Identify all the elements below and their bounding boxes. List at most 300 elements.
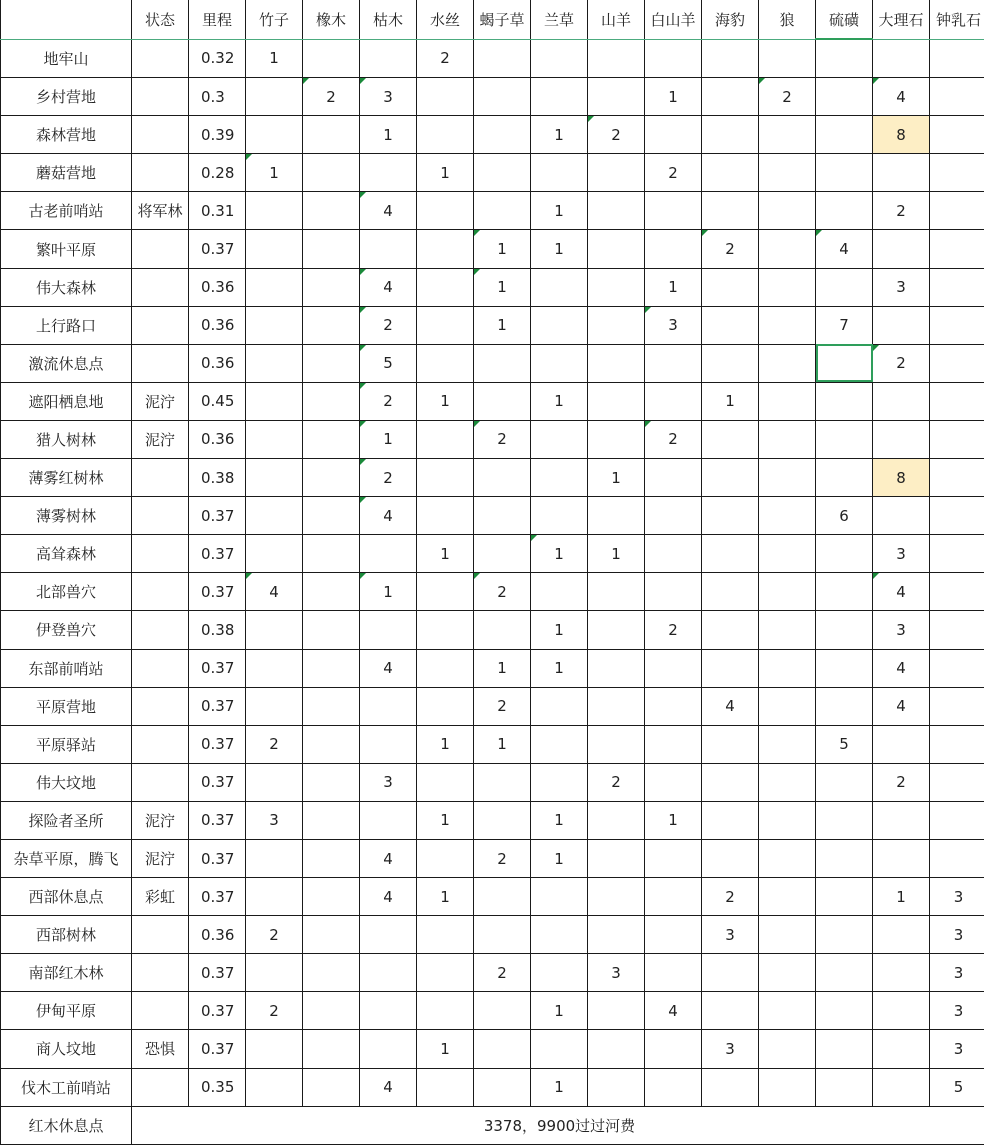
resource-count-cell[interactable] <box>588 116 645 154</box>
resource-count-cell[interactable] <box>645 535 702 573</box>
resource-count-cell[interactable] <box>474 649 531 687</box>
location-name-cell[interactable] <box>1 1068 132 1106</box>
location-name-cell[interactable] <box>1 611 132 649</box>
resource-count-cell[interactable] <box>873 725 930 763</box>
resource-count-cell[interactable] <box>930 497 984 535</box>
resource-count-cell[interactable] <box>816 420 873 458</box>
status-cell[interactable] <box>132 268 189 306</box>
column-header-cell[interactable]: 枯木 <box>360 0 417 39</box>
column-header-cell[interactable]: 海豹 <box>702 0 759 39</box>
resource-count-cell[interactable] <box>645 1030 702 1068</box>
location-name-cell[interactable] <box>1 1030 132 1068</box>
resource-count-cell[interactable] <box>816 687 873 725</box>
resource-count-cell[interactable] <box>930 192 984 230</box>
resource-count-cell[interactable] <box>303 39 360 78</box>
resource-count-cell[interactable] <box>930 992 984 1030</box>
resource-count-cell[interactable] <box>930 801 984 839</box>
resource-count-cell[interactable] <box>360 306 417 344</box>
resource-count-cell[interactable] <box>759 649 816 687</box>
resource-count-cell[interactable] <box>531 306 588 344</box>
resource-count-cell[interactable] <box>873 763 930 801</box>
resource-count-cell[interactable] <box>246 573 303 611</box>
resource-count-cell[interactable] <box>759 459 816 497</box>
resource-count-cell[interactable] <box>531 535 588 573</box>
resource-count-cell[interactable] <box>702 78 759 116</box>
resource-count-cell[interactable] <box>360 78 417 116</box>
status-cell[interactable] <box>132 725 189 763</box>
resource-count-cell[interactable] <box>360 573 417 611</box>
resource-count-cell[interactable] <box>246 78 303 116</box>
resource-count-cell[interactable] <box>360 801 417 839</box>
resource-count-cell[interactable] <box>759 839 816 877</box>
resource-count-cell[interactable] <box>702 839 759 877</box>
location-name-cell[interactable] <box>1 687 132 725</box>
resource-count-cell[interactable] <box>246 535 303 573</box>
resource-count-cell[interactable] <box>474 687 531 725</box>
resource-count-cell[interactable] <box>303 154 360 192</box>
location-name-cell[interactable] <box>1 573 132 611</box>
resource-count-cell[interactable] <box>588 459 645 497</box>
resource-count-cell[interactable] <box>474 992 531 1030</box>
location-name-cell[interactable] <box>1 839 132 877</box>
resource-count-cell[interactable] <box>873 497 930 535</box>
distance-cell[interactable] <box>189 230 246 268</box>
status-cell[interactable] <box>132 116 189 154</box>
resource-count-cell[interactable] <box>246 839 303 877</box>
resource-count-cell[interactable] <box>645 763 702 801</box>
resource-count-cell[interactable] <box>360 954 417 992</box>
resource-count-cell[interactable] <box>645 573 702 611</box>
resource-count-cell[interactable] <box>588 420 645 458</box>
location-name-cell[interactable] <box>1 725 132 763</box>
resource-count-cell[interactable] <box>474 192 531 230</box>
resource-count-cell[interactable] <box>930 39 984 78</box>
resource-count-cell[interactable] <box>816 992 873 1030</box>
resource-count-cell[interactable] <box>417 878 474 916</box>
resource-count-cell[interactable] <box>816 839 873 877</box>
resource-count-cell[interactable] <box>702 954 759 992</box>
resource-count-cell[interactable] <box>645 839 702 877</box>
resource-count-cell[interactable] <box>759 611 816 649</box>
resource-count-cell[interactable] <box>930 420 984 458</box>
resource-count-cell[interactable] <box>816 344 873 382</box>
resource-count-cell[interactable] <box>417 497 474 535</box>
location-name-cell[interactable] <box>1 954 132 992</box>
resource-count-cell[interactable] <box>360 154 417 192</box>
column-header-cell[interactable]: 水丝 <box>417 0 474 39</box>
resource-count-cell[interactable] <box>702 573 759 611</box>
resource-count-cell[interactable] <box>759 192 816 230</box>
resource-count-cell[interactable] <box>531 420 588 458</box>
resource-count-cell[interactable] <box>816 611 873 649</box>
resource-count-cell[interactable] <box>360 1068 417 1106</box>
resource-count-cell[interactable] <box>360 916 417 954</box>
resource-count-cell[interactable] <box>531 116 588 154</box>
resource-count-cell[interactable] <box>873 878 930 916</box>
column-header-cell[interactable]: 兰草 <box>531 0 588 39</box>
resource-count-cell[interactable] <box>531 725 588 763</box>
resource-count-cell[interactable] <box>645 78 702 116</box>
distance-cell[interactable] <box>189 954 246 992</box>
resource-count-cell[interactable] <box>702 268 759 306</box>
status-cell[interactable] <box>132 459 189 497</box>
resource-count-cell[interactable] <box>246 725 303 763</box>
resource-count-cell[interactable] <box>702 687 759 725</box>
distance-cell[interactable] <box>189 154 246 192</box>
resource-count-cell[interactable] <box>417 725 474 763</box>
resource-count-cell[interactable] <box>759 382 816 420</box>
resource-count-cell[interactable] <box>702 39 759 78</box>
resource-count-cell[interactable] <box>531 992 588 1030</box>
distance-cell[interactable] <box>189 763 246 801</box>
resource-count-cell[interactable] <box>588 801 645 839</box>
resource-count-cell[interactable] <box>702 916 759 954</box>
resource-count-cell[interactable] <box>759 878 816 916</box>
resource-count-cell[interactable] <box>417 573 474 611</box>
resource-count-cell[interactable] <box>759 306 816 344</box>
location-name-cell[interactable] <box>1 78 132 116</box>
resource-count-cell[interactable] <box>303 420 360 458</box>
resource-count-cell[interactable] <box>930 649 984 687</box>
resource-count-cell[interactable] <box>531 916 588 954</box>
resource-count-cell[interactable] <box>759 573 816 611</box>
resource-count-cell[interactable] <box>246 497 303 535</box>
status-cell[interactable] <box>132 230 189 268</box>
resource-count-cell[interactable] <box>873 992 930 1030</box>
distance-cell[interactable] <box>189 649 246 687</box>
status-cell[interactable] <box>132 573 189 611</box>
resource-count-cell[interactable] <box>816 916 873 954</box>
resource-count-cell[interactable] <box>930 230 984 268</box>
resource-count-cell[interactable] <box>360 687 417 725</box>
resource-count-cell[interactable] <box>588 344 645 382</box>
resource-count-cell[interactable] <box>816 78 873 116</box>
resource-count-cell[interactable] <box>930 535 984 573</box>
location-name-cell[interactable] <box>1 878 132 916</box>
resource-count-cell[interactable] <box>531 382 588 420</box>
resource-count-cell[interactable] <box>645 954 702 992</box>
resource-count-cell[interactable] <box>588 39 645 78</box>
resource-count-cell[interactable] <box>930 78 984 116</box>
resource-count-cell[interactable] <box>474 801 531 839</box>
resource-count-cell[interactable] <box>873 420 930 458</box>
column-header-cell[interactable]: 白山羊 <box>645 0 702 39</box>
resource-count-cell[interactable] <box>930 1068 984 1106</box>
location-name-cell[interactable] <box>1 763 132 801</box>
resource-count-cell[interactable] <box>645 344 702 382</box>
status-cell[interactable] <box>132 878 189 916</box>
resource-count-cell[interactable] <box>816 801 873 839</box>
column-header-cell[interactable]: 硫磺 <box>816 0 873 39</box>
distance-cell[interactable] <box>189 687 246 725</box>
resource-count-cell[interactable] <box>360 116 417 154</box>
resource-count-cell[interactable] <box>873 839 930 877</box>
location-name-cell[interactable] <box>1 344 132 382</box>
resource-count-cell[interactable] <box>303 992 360 1030</box>
resource-count-cell[interactable] <box>417 78 474 116</box>
resource-count-cell[interactable] <box>702 801 759 839</box>
resource-count-cell[interactable] <box>246 1068 303 1106</box>
resource-count-cell[interactable] <box>303 459 360 497</box>
resource-count-cell[interactable] <box>702 116 759 154</box>
resource-count-cell[interactable] <box>360 459 417 497</box>
resource-count-cell[interactable] <box>930 154 984 192</box>
resource-count-cell[interactable] <box>645 230 702 268</box>
resource-count-cell[interactable] <box>702 878 759 916</box>
resource-count-cell[interactable] <box>702 420 759 458</box>
resource-count-cell[interactable] <box>702 992 759 1030</box>
resource-count-cell[interactable] <box>816 154 873 192</box>
status-cell[interactable] <box>132 839 189 877</box>
resource-count-cell[interactable] <box>930 1030 984 1068</box>
resource-count-cell[interactable] <box>531 611 588 649</box>
location-name-cell[interactable] <box>1 230 132 268</box>
resource-count-cell[interactable] <box>873 382 930 420</box>
distance-cell[interactable] <box>189 268 246 306</box>
status-cell[interactable] <box>132 154 189 192</box>
resource-count-cell[interactable] <box>360 344 417 382</box>
resource-count-cell[interactable] <box>816 497 873 535</box>
resource-count-cell[interactable] <box>702 763 759 801</box>
location-name-cell[interactable] <box>1 306 132 344</box>
resource-count-cell[interactable] <box>303 687 360 725</box>
location-name-cell[interactable] <box>1 497 132 535</box>
resource-count-cell[interactable] <box>417 459 474 497</box>
resource-count-cell[interactable] <box>702 192 759 230</box>
resource-count-cell[interactable] <box>816 1068 873 1106</box>
resource-count-cell[interactable] <box>417 1068 474 1106</box>
resource-count-cell[interactable] <box>702 535 759 573</box>
resource-count-cell[interactable] <box>303 725 360 763</box>
resource-count-cell[interactable] <box>873 573 930 611</box>
status-cell[interactable] <box>132 78 189 116</box>
distance-cell[interactable] <box>189 611 246 649</box>
resource-count-cell[interactable] <box>645 878 702 916</box>
resource-count-cell[interactable] <box>588 268 645 306</box>
resource-count-cell[interactable] <box>873 535 930 573</box>
resource-count-cell[interactable] <box>816 573 873 611</box>
resource-count-cell[interactable] <box>588 687 645 725</box>
distance-cell[interactable] <box>189 1030 246 1068</box>
resource-count-cell[interactable] <box>474 459 531 497</box>
resource-count-cell[interactable] <box>531 687 588 725</box>
resource-count-cell[interactable] <box>873 801 930 839</box>
resource-count-cell[interactable] <box>360 839 417 877</box>
resource-count-cell[interactable] <box>588 192 645 230</box>
resource-count-cell[interactable] <box>474 611 531 649</box>
resource-count-cell[interactable] <box>873 268 930 306</box>
resource-count-cell[interactable] <box>816 192 873 230</box>
resource-count-cell[interactable] <box>360 763 417 801</box>
resource-count-cell[interactable] <box>246 687 303 725</box>
column-header-cell[interactable]: 狼 <box>759 0 816 39</box>
resource-count-cell[interactable] <box>816 763 873 801</box>
resource-count-cell[interactable] <box>303 344 360 382</box>
resource-count-cell[interactable] <box>303 611 360 649</box>
resource-count-cell[interactable] <box>531 78 588 116</box>
resource-count-cell[interactable] <box>930 382 984 420</box>
resource-count-cell[interactable] <box>759 763 816 801</box>
location-name-cell[interactable] <box>1 116 132 154</box>
resource-count-cell[interactable] <box>246 916 303 954</box>
resource-count-cell[interactable] <box>303 573 360 611</box>
resource-count-cell[interactable] <box>645 649 702 687</box>
column-header-cell[interactable]: 状态 <box>132 0 189 39</box>
resource-count-cell[interactable] <box>816 878 873 916</box>
resource-count-cell[interactable] <box>474 916 531 954</box>
resource-count-cell[interactable] <box>303 916 360 954</box>
resource-count-cell[interactable] <box>930 725 984 763</box>
resource-count-cell[interactable] <box>474 154 531 192</box>
resource-count-cell[interactable] <box>246 954 303 992</box>
status-cell[interactable] <box>132 497 189 535</box>
resource-count-cell[interactable] <box>873 306 930 344</box>
distance-cell[interactable] <box>189 459 246 497</box>
resource-count-cell[interactable] <box>873 344 930 382</box>
resource-count-cell[interactable] <box>417 992 474 1030</box>
resource-count-cell[interactable] <box>702 344 759 382</box>
resource-count-cell[interactable] <box>474 420 531 458</box>
resource-count-cell[interactable] <box>930 878 984 916</box>
distance-cell[interactable] <box>189 1068 246 1106</box>
merged-note-cell[interactable]: 3378，9900过过河费 <box>132 1106 984 1144</box>
resource-count-cell[interactable] <box>474 878 531 916</box>
resource-count-cell[interactable] <box>360 192 417 230</box>
resource-count-cell[interactable] <box>531 497 588 535</box>
resource-count-cell[interactable] <box>246 192 303 230</box>
resource-count-cell[interactable] <box>930 306 984 344</box>
resource-count-cell[interactable] <box>645 382 702 420</box>
resource-count-cell[interactable] <box>531 954 588 992</box>
resource-count-cell[interactable] <box>645 916 702 954</box>
resource-count-cell[interactable] <box>645 725 702 763</box>
status-cell[interactable] <box>132 916 189 954</box>
resource-count-cell[interactable] <box>303 535 360 573</box>
resource-count-cell[interactable] <box>588 154 645 192</box>
resource-count-cell[interactable] <box>531 459 588 497</box>
resource-count-cell[interactable] <box>474 116 531 154</box>
resource-count-cell[interactable] <box>816 459 873 497</box>
resource-count-cell[interactable] <box>645 497 702 535</box>
distance-cell[interactable] <box>189 839 246 877</box>
resource-count-cell[interactable] <box>531 763 588 801</box>
resource-count-cell[interactable] <box>588 535 645 573</box>
resource-count-cell[interactable] <box>246 611 303 649</box>
resource-count-cell[interactable] <box>531 573 588 611</box>
resource-count-cell[interactable] <box>702 382 759 420</box>
resource-count-cell[interactable] <box>531 192 588 230</box>
status-cell[interactable] <box>132 420 189 458</box>
resource-count-cell[interactable] <box>417 382 474 420</box>
resource-count-cell[interactable] <box>303 230 360 268</box>
distance-cell[interactable] <box>189 382 246 420</box>
resource-count-cell[interactable] <box>417 230 474 268</box>
status-cell[interactable] <box>132 306 189 344</box>
resource-count-cell[interactable] <box>930 344 984 382</box>
distance-cell[interactable] <box>189 497 246 535</box>
resource-count-cell[interactable] <box>531 839 588 877</box>
location-name-cell[interactable] <box>1 382 132 420</box>
resource-count-cell[interactable] <box>873 459 930 497</box>
location-name-cell[interactable] <box>1 268 132 306</box>
resource-count-cell[interactable] <box>930 268 984 306</box>
resource-count-cell[interactable] <box>816 268 873 306</box>
resource-count-cell[interactable] <box>531 801 588 839</box>
resource-count-cell[interactable] <box>759 1068 816 1106</box>
column-header-cell[interactable]: 大理石 <box>873 0 930 39</box>
resource-count-cell[interactable] <box>702 611 759 649</box>
resource-count-cell[interactable] <box>360 878 417 916</box>
distance-cell[interactable] <box>189 192 246 230</box>
resource-count-cell[interactable] <box>417 420 474 458</box>
status-cell[interactable] <box>132 39 189 78</box>
distance-cell[interactable] <box>189 39 246 78</box>
resource-count-cell[interactable] <box>246 344 303 382</box>
resource-count-cell[interactable] <box>588 763 645 801</box>
resource-count-cell[interactable] <box>531 649 588 687</box>
resource-count-cell[interactable] <box>645 306 702 344</box>
resource-count-cell[interactable] <box>588 839 645 877</box>
status-cell[interactable] <box>132 344 189 382</box>
resource-count-cell[interactable] <box>873 230 930 268</box>
resource-count-cell[interactable] <box>531 154 588 192</box>
resource-count-cell[interactable] <box>930 459 984 497</box>
resource-count-cell[interactable] <box>759 535 816 573</box>
resource-count-cell[interactable] <box>417 306 474 344</box>
resource-count-cell[interactable] <box>474 344 531 382</box>
distance-cell[interactable] <box>189 725 246 763</box>
resource-count-cell[interactable] <box>702 306 759 344</box>
distance-cell[interactable] <box>189 116 246 154</box>
resource-count-cell[interactable] <box>759 687 816 725</box>
resource-count-cell[interactable] <box>474 306 531 344</box>
resource-count-cell[interactable] <box>360 268 417 306</box>
resource-count-cell[interactable] <box>645 192 702 230</box>
resource-count-cell[interactable] <box>531 878 588 916</box>
resource-count-cell[interactable] <box>588 1030 645 1068</box>
resource-count-cell[interactable] <box>417 154 474 192</box>
resource-count-cell[interactable] <box>759 801 816 839</box>
resource-count-cell[interactable] <box>360 611 417 649</box>
resource-count-cell[interactable] <box>588 954 645 992</box>
resource-count-cell[interactable] <box>759 1030 816 1068</box>
distance-cell[interactable] <box>189 306 246 344</box>
distance-cell[interactable] <box>189 535 246 573</box>
location-name-cell[interactable] <box>1 649 132 687</box>
resource-count-cell[interactable] <box>816 954 873 992</box>
resource-count-cell[interactable] <box>417 1030 474 1068</box>
resource-count-cell[interactable] <box>474 268 531 306</box>
resource-count-cell[interactable] <box>930 687 984 725</box>
resource-count-cell[interactable] <box>702 649 759 687</box>
resource-count-cell[interactable] <box>645 420 702 458</box>
resource-count-cell[interactable] <box>246 763 303 801</box>
resource-count-cell[interactable] <box>816 230 873 268</box>
location-name-cell[interactable]: 红木休息点 <box>1 1106 132 1144</box>
resource-count-cell[interactable] <box>759 497 816 535</box>
resource-count-cell[interactable] <box>759 154 816 192</box>
location-name-cell[interactable] <box>1 192 132 230</box>
resource-count-cell[interactable] <box>360 420 417 458</box>
resource-count-cell[interactable] <box>246 39 303 78</box>
status-cell[interactable] <box>132 801 189 839</box>
location-name-cell[interactable] <box>1 801 132 839</box>
distance-cell[interactable] <box>189 878 246 916</box>
resource-count-cell[interactable] <box>816 306 873 344</box>
resource-count-cell[interactable] <box>645 611 702 649</box>
column-header-cell[interactable]: 竹子 <box>246 0 303 39</box>
resource-count-cell[interactable] <box>759 230 816 268</box>
